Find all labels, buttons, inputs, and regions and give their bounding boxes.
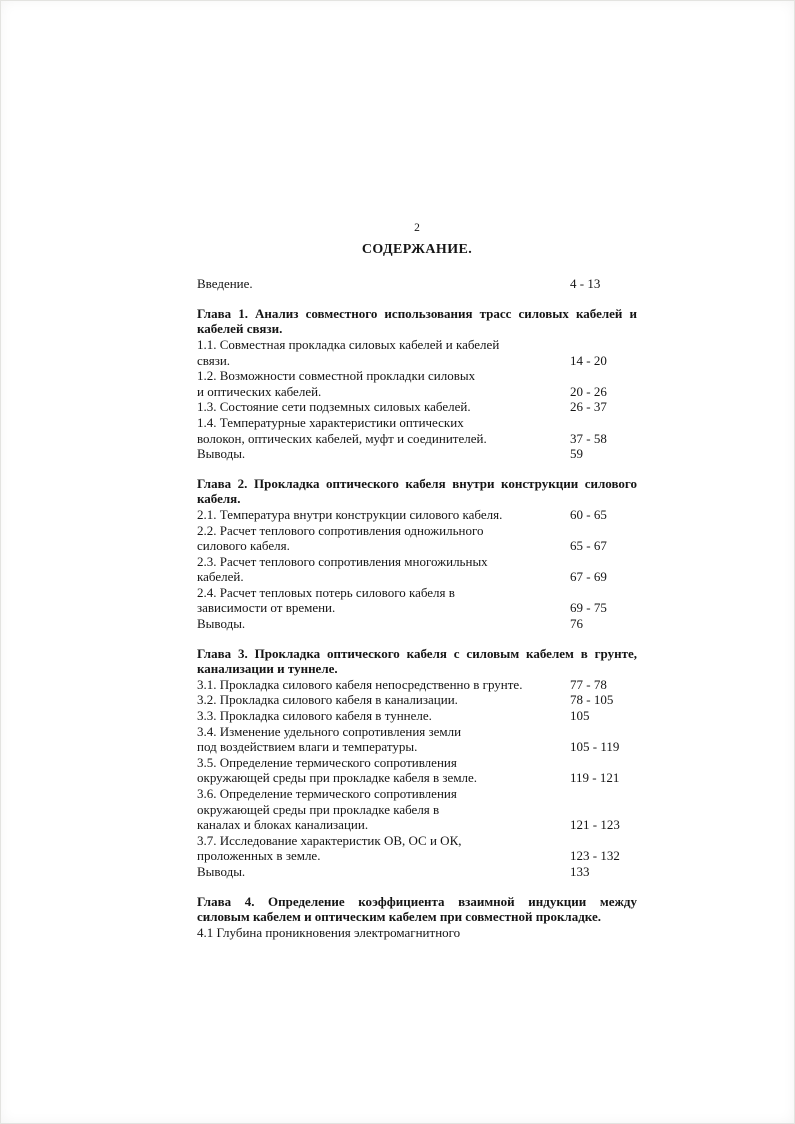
toc-section [197,476,637,632]
toc-item-text: 2.1. Температура внутри конструкции силового кабеля. [197,506,503,522]
toc-item-line [197,585,637,601]
toc-item [197,554,637,585]
toc-item-text: каналах и блоках канализации. [197,817,369,833]
toc-item-pages: 59 [570,446,583,462]
toc-item-line [197,431,637,447]
toc-item-line [197,507,637,523]
toc-section [197,306,637,462]
toc-content [197,221,637,940]
toc-item-pages: 133 [570,863,590,879]
chapter-heading [197,646,637,677]
toc-item [197,724,637,755]
chapter-heading [197,306,637,337]
toc-item-pages: 14 - 20 [570,352,607,368]
chapter-heading-line: силовым кабелем и оптическим кабелем при совместной прокладке. [197,909,601,925]
toc-item-text: 3.4. Изменение удельного сопротивления земли [197,723,462,739]
toc-item-line [197,554,637,570]
page-number: 2 [414,222,420,234]
toc-item-pages: 76 [570,616,583,632]
toc-item-text: 2.3. Расчет теплового сопротивления многожильных [197,553,488,569]
toc-item-text: волокон, оптических кабелей, муфт и соединителей. [197,430,487,446]
toc-item-pages: 78 - 105 [570,692,614,708]
toc-item [197,399,637,415]
toc-item-line [197,786,637,802]
toc-item-pages: 69 - 75 [570,600,607,616]
toc-item [197,708,637,724]
toc-item-line [197,600,637,616]
toc-item-line [197,724,637,740]
toc-item-line [197,770,637,786]
toc-item [197,677,637,693]
toc-item-text: связи. [197,352,231,368]
toc-item-text: Введение. [197,276,253,292]
toc-item-pages: 37 - 58 [570,430,607,446]
toc-item [197,337,637,368]
toc-item [197,786,637,833]
chapter-heading-line: Глава 1. Анализ совместного использования трасс силовых кабелей и [197,305,637,321]
toc-item [197,585,637,616]
toc-item [197,523,637,554]
toc-item [197,507,637,523]
toc-item-line [197,337,637,353]
toc-item [197,446,637,462]
toc-item-text: 3.3. Прокладка силового кабеля в туннеле. [197,708,432,724]
toc-item-line [197,692,637,708]
toc-item-text: под воздействием влаги и температуры. [197,739,418,755]
toc-item-pages: 119 - 121 [570,770,620,786]
toc-item-pages: 60 - 65 [570,506,607,522]
toc-item-text: Выводы. [197,863,246,879]
toc-item-text: Выводы. [197,616,246,632]
toc-item-line [197,755,637,771]
toc-item-pages: 4 - 13 [570,276,601,292]
toc-item-text: 2.2. Расчет теплового сопротивления одножильного [197,522,484,538]
toc-section [197,894,637,941]
toc-item-text: 1.3. Состояние сети подземных силовых кабелей. [197,399,471,415]
toc-item-line [197,802,637,818]
toc-item-text: 1.1. Совместная прокладка силовых кабелей и кабелей [197,336,500,352]
toc-item-line [197,833,637,849]
chapter-heading-line: Глава 3. Прокладка оптического кабеля с силовым кабелем в грунте, [197,645,637,661]
toc-item-pages: 105 [570,708,590,724]
toc-title: СОДЕРЖАНИЕ. [361,241,473,257]
toc-item-pages: 65 - 67 [570,538,607,554]
toc-item-line [197,538,637,554]
toc-item-line [197,739,637,755]
toc-item-line [197,925,637,941]
toc-item-text: 1.2. Возможности совместной прокладки силовых [197,368,476,384]
toc-item-line [197,415,637,431]
toc-item-pages: 20 - 26 [570,383,607,399]
chapter-heading [197,476,637,507]
toc-item [197,755,637,786]
toc-item-text: кабелей. [197,569,244,585]
toc-item-pages: 67 - 69 [570,569,607,585]
toc-item-line [197,848,637,864]
toc-item-pages: 105 - 119 [570,739,620,755]
toc-item-pages: 77 - 78 [570,676,607,692]
toc-item-line [197,523,637,539]
toc-item-text: 4.1 Глубина проникновения электромагнитного [197,924,461,940]
toc-item-line [197,384,637,400]
chapter-heading-line: кабелей связи. [197,321,283,337]
toc-item-pages: 26 - 37 [570,399,607,415]
toc-item-line [197,276,637,292]
toc-item-line [197,368,637,384]
chapter-heading-line: Глава 4. Определение коэффициента взаимной индукции между [197,893,637,909]
toc-item-line [197,446,637,462]
toc-item-line [197,817,637,833]
toc-item [197,276,637,292]
toc-item [197,368,637,399]
toc-item-text: 3.7. Исследование характеристик ОВ, ОС и ОК, [197,832,462,848]
chapter-heading-line: Глава 2. Прокладка оптического кабеля внутри конструкции силового [197,475,637,491]
toc-section [197,276,637,292]
toc-item [197,864,637,880]
toc-item-text: Выводы. [197,446,246,462]
toc-section [197,646,637,880]
toc-item-line [197,569,637,585]
toc-item-text: 1.4. Температурные характеристики оптических [197,414,464,430]
toc-item [197,925,637,941]
toc-item-text: 3.1. Прокладка силового кабеля непосредственно в грунте. [197,676,523,692]
toc-item [197,415,637,446]
toc-item-pages: 123 - 132 [570,848,620,864]
toc-item-text: 3.6. Определение термического сопротивления [197,786,457,801]
toc-item-text: силового кабеля. [197,538,290,554]
toc-item-text: 3.2. Прокладка силового кабеля в канализации. [197,692,458,708]
toc-item-text: зависимости от времени. [197,600,336,616]
toc-item-text: и оптических кабелей. [197,383,322,399]
toc-item-text: 2.4. Расчет тепловых потерь силового кабеля в [197,584,455,600]
toc-item-line [197,399,637,415]
toc-item [197,616,637,632]
toc-item-line [197,616,637,632]
toc-item-text: проложенных в земле. [197,848,321,864]
toc-item-line [197,864,637,880]
chapter-heading-line: кабеля. [197,491,241,507]
toc-item-pages: 121 - 123 [570,817,620,833]
toc-item-text: окружающей среды при прокладке кабеля в [197,801,440,817]
toc-item-line [197,677,637,693]
toc-item [197,833,637,864]
toc-item-text: окружающей среды при прокладке кабеля в земле. [197,770,478,786]
chapter-heading-line: канализации и туннеле. [197,661,338,677]
toc-item [197,692,637,708]
toc-item-line [197,353,637,369]
toc-list [197,276,637,940]
toc-item-line [197,708,637,724]
chapter-heading [197,894,637,925]
toc-item-text: 3.5. Определение термического сопротивления [197,754,457,770]
